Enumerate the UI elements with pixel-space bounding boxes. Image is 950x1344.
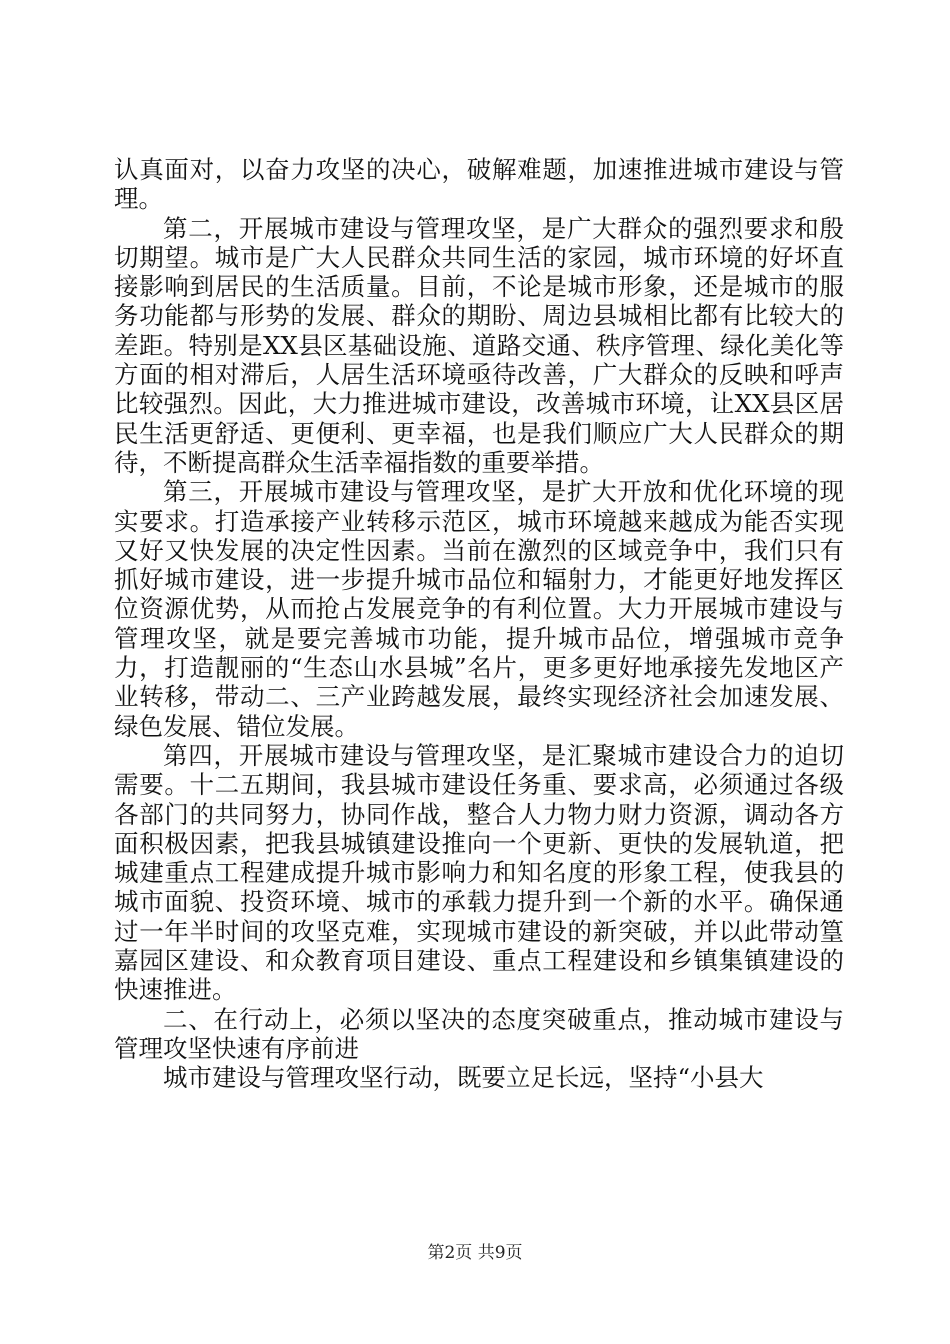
paragraph-fourth-point: 第四，开展城市建设与管理攻坚，是汇聚城市建设合力的迫切需要。十二五期间，我县城市建设任务重、要求高，必须通过各级各部门的共同努力，协同作战，整合人力物力财力资源，调动各方面积极因素，把我县城镇建设推向一个更新、更快的发展轨道，把城建重点工程建成提升城市影响力和知名度的形象工程，使我县的城市面貌、投资环境、城市的承载力提升到一个新的水平。确保通过一年半时间的攻坚克难，实现城市建设的新突破，并以此带动篁嘉园区建设、和众教育项目建设、重点工程建设和乡镇集镇建设的快速推进。	[114, 740, 844, 1005]
paragraph-third-point: 第三，开展城市建设与管理攻坚，是扩大开放和优化环境的现实要求。打造承接产业转移示范区，城市环境越来越成为能否实现又好又快发展的决定性因素。当前在激烈的区域竞争中，我们只有抓好城市建设，进一步提升城市品位和辐射力，才能更好地发挥区位资源优势，从而抢占发展竞争的有利位置。大力开展城市建设与管理攻坚，就是要完善城市功能，提升城市品位，增强城市竞争力，打造靓丽的“生态山水县城”名片，更多更好地承接先发地区产业转移，带动二、三产业跨越发展，最终实现经济社会加速发展、绿色发展、错位发展。	[114, 477, 844, 741]
paragraph-continuation: 认真面对，以奋力攻坚的决心，破解难题，加速推进城市建设与管理。	[114, 155, 844, 214]
page-number-footer: 第2页 共9页	[427, 1243, 523, 1263]
section-heading-two: 二、在行动上，必须以坚决的态度突破重点，推动城市建设与管理攻坚快速有序前进	[114, 1004, 844, 1063]
paragraph-second-point: 第二，开展城市建设与管理攻坚，是广大群众的强烈要求和殷切期望。城市是广大人民群众共同生活的家园，城市环境的好坏直接影响到居民的生活质量。目前，不论是城市形象，还是城市的服务功能都与形势的发展、群众的期盼、周边县城相比都有比较大的差距。特别是XX县区基础设施、道路交通、秩序管理、绿化美化等方面的相对滞后，人居生活环境亟待改善，广大群众的反映和呼声比较强烈。因此，大力推进城市建设，改善城市环境，让XX县区居民生活更舒适、更便利、更幸福，也是我们顺应广大人民群众的期待，不断提高群众生活幸福指数的重要举措。	[114, 213, 844, 477]
paragraph-section-two-intro: 城市建设与管理攻坚行动，既要立足长远，坚持“小县大	[163, 1063, 764, 1093]
document-body	[114, 155, 844, 1093]
